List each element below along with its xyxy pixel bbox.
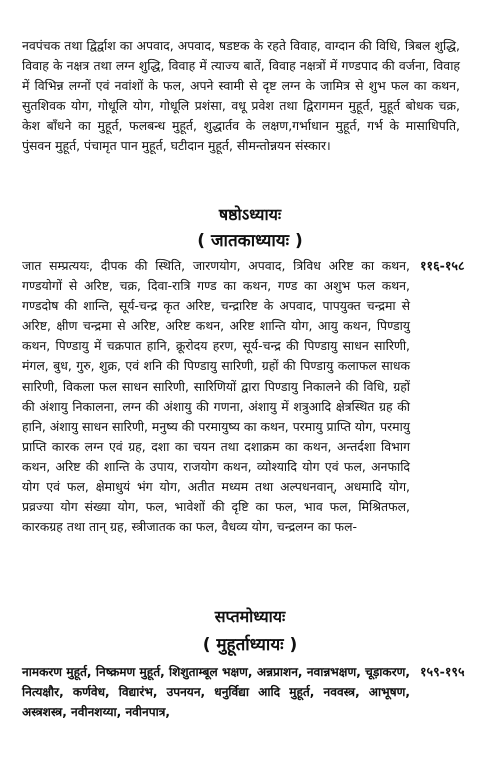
- chapter-7-text: नामकरण मुहूर्त, निष्क्रमण मुहूर्त, शिशुताम्बूल भक्षण, अन्नप्राशन, नवान्नभक्षण, चूड़ाकरण, नित्यक्षौर, कर्णवेध, विद्यारंभ, उपनयन, धनुर्विद्या आदि मुहूर्त, नववस्त्र, आभूषण, अस्त्रशस्त्र, नवीनशय्या, नवीनपात्र,: [22, 665, 410, 720]
- chapter-6-title: षष्ठोऽध्यायः: [218, 205, 282, 224]
- chapter-6-text: जात सम्प्रत्ययः, दीपक की स्थिति, जारणयोग, अपवाद, त्रिविध अरिष्ट का कथन, गण्डयोगों से अरिष्ट, चक्र, दिवा-रात्रि गण्ड का कथन, गण्ड का अशुभ फल कथन, गण्डदोष की शान्ति, सूर्य-चन्द्र कृत अरिष्ट, चन्द्रारिष्ट के अपवाद, पापयुक्त चन्द्रमा से अरिष्ट, क्षीण चन्द्रमा से अरिष्ट, अरिष्ट कथन, अरिष्ट शान्ति योग, आयु कथन, पिण्डायु कथन, पिण्डायु में चक्रपात हानि, क्रूरोदय हरण, सूर्य-चन्द्र की पिण्डायु साधन सारिणी, मंगल, बुध, गुरु, शुक्र, एवं शनि की पिण्डायु सारिणी, ग्रहों की पिण्डायु कलाफल साधक सारिणी, विकला फल साधन सारिणी, सारिणियों द्वारा पिण्डायु निकालने की विधि, ग्रहों की अंशायु निकालना, लग्न की अंशायु की गणना, अंशायु में शत्रुआदि क्षेत्रस्थित ग्रह की हानि, अंशायु साधन सारिणी, मनुष्य की परमायुष्य का कथन, परमायु प्राप्ति योग, परमायु प्राप्ति कारक लग्न एवं ग्रह, दशा का चयन तथा दशाक्रम का कथन, अन्तर्दशा विभाग कथन, अरिष्ट की शान्ति के उपाय, राजयोग कथन, व्योश्यादि योग एवं फल, अनफादि योग एवं फल, क्षेमाधुयं भंग योग, अतीत मध्यम तथा अल्पधनवान्, अधमादि योग, प्रव्रज्या योग संख्या योग, फल, भावेशों की दृष्टि का फल, भाव फल, मिश्रितफल, कारकग्रह तथा तान् ग्रह, स्त्रीजातक का फल, वैधव्य योग, चन्द्रलग्न का फल-: [22, 258, 410, 535]
- chapter-7-contents: [22, 662, 410, 722]
- chapter-6-contents: [22, 256, 410, 537]
- chapter-6-page-range: ११६-१५८: [420, 258, 465, 273]
- chapter-6-subtitle: ( जातकाध्यायः ): [197, 231, 303, 251]
- chapter-7-title: सप्तमोध्यायः: [214, 607, 286, 626]
- intro-paragraph: [22, 36, 460, 157]
- chapter-7-subtitle: ( मुहूर्ताध्यायः ): [202, 635, 298, 655]
- intro-text: नवपंचक तथा द्विर्द्वाश का अपवाद, अपवाद, षडष्टक के रहते विवाह, वाग्दान की विधि, त्रिबल शुद्धि, विवाह के नक्षत्र तथा लग्न शुद्धि, विवाह में त्याज्य बातें, विवाह नक्षत्रों में गण्डपाद की वर्जना, विवाह में विभिन्न लग्नों एवं नवांशों के फल, अपने स्वामी से दृष्ट लग्न के जामित्र से शुभ फल का कथन, सुतशिवक योग, गोधूलि योग, गोधूलि प्रशंसा, वधू प्रवेश तथा द्विरागमन मुहूर्त, मुहूर्त बोधक चक्र, केश बाँधने का मुहूर्त, फलबन्ध मुहूर्त, शुद्धार्तव के लक्षण,गर्भाधान मुहूर्त, गर्भ के मासाधिपति, पुंसवन मुहूर्त, पंचामृत पान मुहूर्त, घटीदान मुहूर्त, सीमन्तोन्नयन संस्कार।: [22, 38, 460, 154]
- chapter-7-page-range: १५९-१९५: [420, 664, 465, 679]
